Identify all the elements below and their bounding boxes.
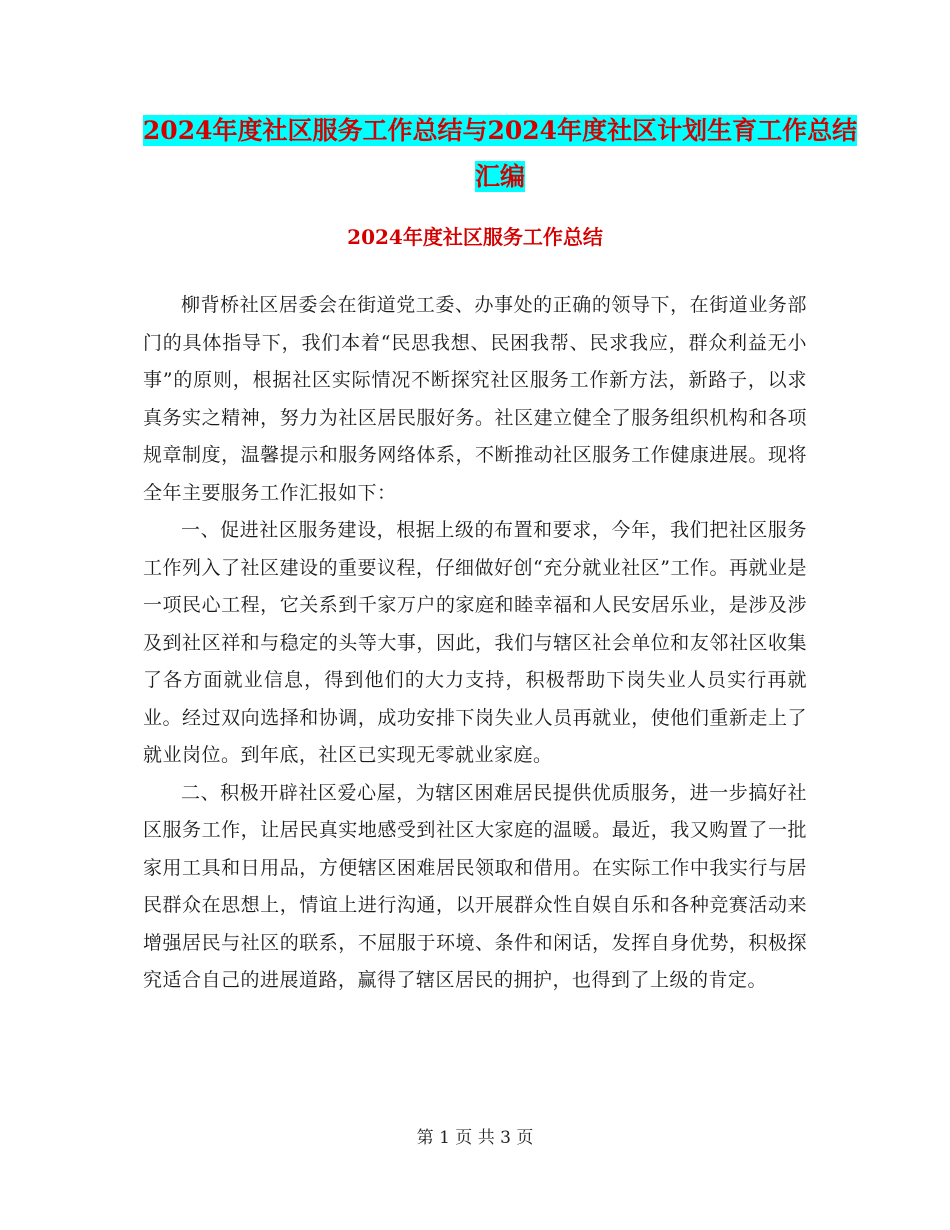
paragraph-3: 二、积极开辟社区爱心屋，为辖区困难居民提供优质服务，进一步搞好社区服务工作，让居民真实地感受到社区大家庭的温暖。最近，我又购置了一批家用工具和日用品，方便辖区困难居民领取和借用。在实际工作中我实行与居民群众在思想上，情谊上进行沟通，以开展群众性自娱自乐和各种竞赛活动来增强居民与社区的联系，不屈服于环境、条件和闲话，发挥自身优势，积极探究适合自己的进展道路，赢得了辖区居民的拥护，也得到了上级的肯定。 xyxy=(143,781,807,991)
page-footer: 第 1 页 共 3 页 xyxy=(416,1128,534,1148)
document-title: 2024年度社区服务工作总结与2024年度社区计划生育工作总结汇编 xyxy=(142,116,858,191)
section-title: 2024年度社区服务工作总结 xyxy=(347,225,603,249)
document-body xyxy=(143,287,807,1000)
paragraph-2: 一、促进社区服务建设，根据上级的布置和要求，今年，我们把社区服务工作列入了社区建设的重要议程，仔细做好创“充分就业社区”工作。再就业是一项民心工程，它关系到千家万户的家庭和睦幸福和人民安居乐业，是涉及涉及到社区祥和与稳定的头等大事，因此，我们与辖区社会单位和友邻社区收集了各方面就业信息，得到他们的大力支持，积极帮助下岗失业人员实行再就业。经过双向选择和协调，成功安排下岗失业人员再就业，使他们重新走上了就业岗位。到年底，社区已实现无零就业家庭。 xyxy=(143,519,807,766)
paragraph-1: 柳背桥社区居委会在街道党工委、办事处的正确的领导下，在街道业务部门的具体指导下，我们本着“民思我想、民困我帮、民求我应，群众利益无小事”的原则，根据社区实际情况不断探究社区服务工作新方法，新路子，以求真务实之精神，努力为社区居民服好务。社区建立健全了服务组织机构和各项规章制度，温馨提示和服务网络体系，不断推动社区服务工作健康进展。现将全年主要服务工作汇报如下： xyxy=(143,294,807,504)
